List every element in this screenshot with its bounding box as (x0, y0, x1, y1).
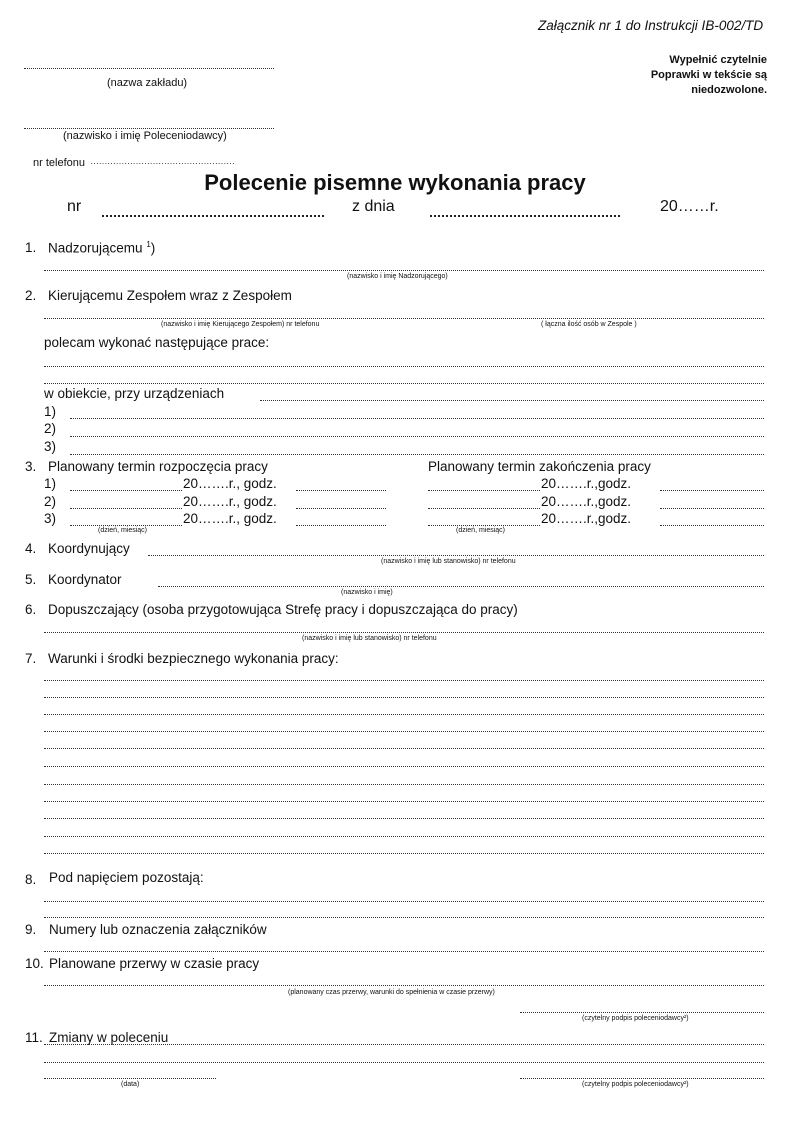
breaks-field[interactable] (44, 985, 764, 986)
safety-line-3[interactable] (44, 714, 764, 715)
company-name-field[interactable] (24, 68, 274, 69)
section-4-number: 4. (25, 541, 37, 556)
order-text: polecam wykonać następujące prace: (44, 335, 270, 350)
coordinator-field[interactable] (158, 586, 764, 587)
object-text: w obiekcie, przy urządzeniach (44, 386, 225, 401)
breaks-caption: (planowany czas przerwy, warunki do spełnienia w czasie przerwy) (288, 989, 495, 996)
section-5-number: 5. (25, 572, 37, 587)
live-parts-line-1[interactable] (44, 901, 764, 902)
coordinating-caption: (nazwisko i imię lub stanowisko) nr telefonu (381, 558, 516, 565)
document-title: Polecenie pisemne wykonania pracy (204, 170, 586, 195)
team-leader-field[interactable] (44, 318, 764, 319)
end-row-3-hour[interactable] (660, 525, 764, 526)
safety-conditions-label: Warunki i środki bezpiecznego wykonania pracy: (48, 651, 339, 666)
start-row-2-hour[interactable] (296, 508, 386, 509)
changes-date-field[interactable] (44, 1078, 216, 1079)
start-row-1-year: 20…….r., godz. (183, 476, 277, 491)
breaks-signature-caption: (czytelny podpis poleceniodawcy²) (582, 1015, 689, 1022)
start-row-1-label: 1) (44, 476, 57, 491)
attachments-label: Numery lub oznaczenia załączników (49, 922, 267, 937)
supervisor-caption: (nazwisko i imię Nadzorującego) (347, 273, 448, 280)
coordinating-field[interactable] (148, 555, 764, 556)
safety-line-7[interactable] (44, 784, 764, 785)
safety-line-11[interactable] (44, 853, 764, 854)
coordinating-label: Koordynujący (48, 541, 130, 556)
section-11-number: 11. (25, 1030, 43, 1045)
end-row-1-hour[interactable] (660, 490, 764, 491)
end-row-2-day[interactable] (428, 508, 540, 509)
safety-line-4[interactable] (44, 731, 764, 732)
section-1-label (48, 240, 155, 256)
admitting-caption: (nazwisko i imię lub stanowisko) nr telefonu (302, 635, 437, 642)
start-row-3-label: 3) (44, 511, 57, 526)
end-row-1-day[interactable] (428, 490, 540, 491)
object-field[interactable] (260, 400, 764, 401)
date-field[interactable] (430, 215, 620, 217)
changes-line-2[interactable] (44, 1062, 764, 1063)
changes-signature-field[interactable] (520, 1078, 764, 1079)
start-row-1-day[interactable] (70, 490, 182, 491)
team-leader-caption: (nazwisko i imię Kierującego Zespołem) nr telefonu (161, 321, 320, 328)
item-1-field[interactable] (70, 418, 764, 419)
coordinator-label: Koordynator (48, 572, 122, 587)
section-1-number: 1. (25, 240, 37, 255)
end-row-1-year: 20…….r.,godz. (541, 476, 632, 491)
admitting-field[interactable] (44, 632, 764, 633)
attachment-reference: Załącznik nr 1 do Instrukcji IB-002/TD (538, 18, 764, 33)
issuer-caption: (nazwisko i imię Poleceniodawcy) (63, 130, 227, 142)
coordinator-caption: (nazwisko i imię) (341, 589, 393, 596)
end-row-2-hour[interactable] (660, 508, 764, 509)
item-3-field[interactable] (70, 454, 764, 455)
safety-line-10[interactable] (44, 836, 764, 837)
live-parts-label: Pod napięciem pozostają: (49, 870, 204, 885)
safety-line-2[interactable] (44, 697, 764, 698)
start-row-2-label: 2) (44, 494, 57, 509)
end-day-caption: (dzień, miesiąc) (456, 527, 506, 534)
admitting-label: Dopuszczający (osoba przygotowująca Strefę pracy i dopuszczająca do pracy) (48, 602, 518, 617)
start-row-1-hour[interactable] (296, 490, 386, 491)
end-row-2-year: 20…….r.,godz. (541, 494, 632, 509)
safety-line-8[interactable] (44, 801, 764, 802)
breaks-signature-field[interactable] (520, 1012, 764, 1013)
team-size-caption: ( łączna ilość osób w Zespole ) (541, 321, 637, 328)
start-row-2-year: 20…….r., godz. (183, 494, 277, 509)
section-8-number: 8. (25, 872, 37, 887)
start-day-caption: (dzień, miesiąc) (98, 527, 148, 534)
changes-date-caption: (data) (121, 1081, 140, 1088)
changes-signature-caption: (czytelny podpis poleceniodawcy²) (582, 1081, 689, 1088)
end-row-3-day[interactable] (428, 525, 540, 526)
breaks-label: Planowane przerwy w czasie pracy (49, 956, 260, 971)
item-3-label: 3) (44, 439, 57, 454)
end-row-3-year: 20…….r.,godz. (541, 511, 632, 526)
instruction-line-1: Wypełnić czytelnie (669, 54, 767, 66)
start-row-3-hour[interactable] (296, 525, 386, 526)
nr-field[interactable] (102, 215, 324, 217)
section-3-number: 3. (25, 459, 37, 474)
footnote-marker: 1 (146, 240, 151, 249)
live-parts-line-2[interactable] (44, 917, 764, 918)
changes-line-1[interactable] (44, 1044, 764, 1045)
section-7-number: 7. (25, 651, 37, 666)
date-label: z dnia (352, 198, 395, 215)
safety-line-5[interactable] (44, 748, 764, 749)
start-row-3-day[interactable] (70, 525, 182, 526)
nr-label: nr (67, 198, 82, 215)
safety-line-6[interactable] (44, 766, 764, 767)
work-field-2[interactable] (44, 383, 764, 384)
start-date-label: Planowany termin rozpoczęcia pracy (48, 459, 268, 474)
safety-line-1[interactable] (44, 680, 764, 681)
item-2-field[interactable] (70, 436, 764, 437)
issuer-name-field[interactable] (24, 128, 274, 129)
section-10-number: 10. (25, 956, 44, 971)
item-1-label: 1) (44, 404, 57, 419)
section-2-label: Kierującemu Zespołem wraz z Zespołem (48, 288, 292, 303)
section-1-label-text: Nadzorującemu (48, 240, 143, 256)
section-6-number: 6. (25, 602, 37, 617)
safety-line-9[interactable] (44, 818, 764, 819)
phone-field[interactable]: …………………………………………… (90, 156, 235, 166)
section-2-number: 2. (25, 288, 37, 303)
start-row-2-day[interactable] (70, 508, 182, 509)
instruction-line-2: Poprawki w tekście są (650, 69, 767, 81)
start-row-3-year: 20…….r., godz. (183, 511, 277, 526)
footnote-paren: ) (150, 240, 156, 256)
changes-label: Zmiany w poleceniu (49, 1030, 169, 1045)
attachments-field[interactable] (44, 951, 764, 952)
end-date-label: Planowany termin zakończenia pracy (428, 459, 651, 474)
year-label: 20……r. (660, 198, 719, 215)
instruction-line-3: niedozwolone. (691, 84, 767, 96)
supervisor-field[interactable] (44, 270, 764, 271)
work-field-1[interactable] (44, 366, 764, 367)
item-2-label: 2) (44, 421, 57, 436)
section-9-number: 9. (25, 922, 37, 937)
phone-label: nr telefonu (33, 157, 85, 169)
company-caption: (nazwa zakładu) (107, 77, 188, 89)
